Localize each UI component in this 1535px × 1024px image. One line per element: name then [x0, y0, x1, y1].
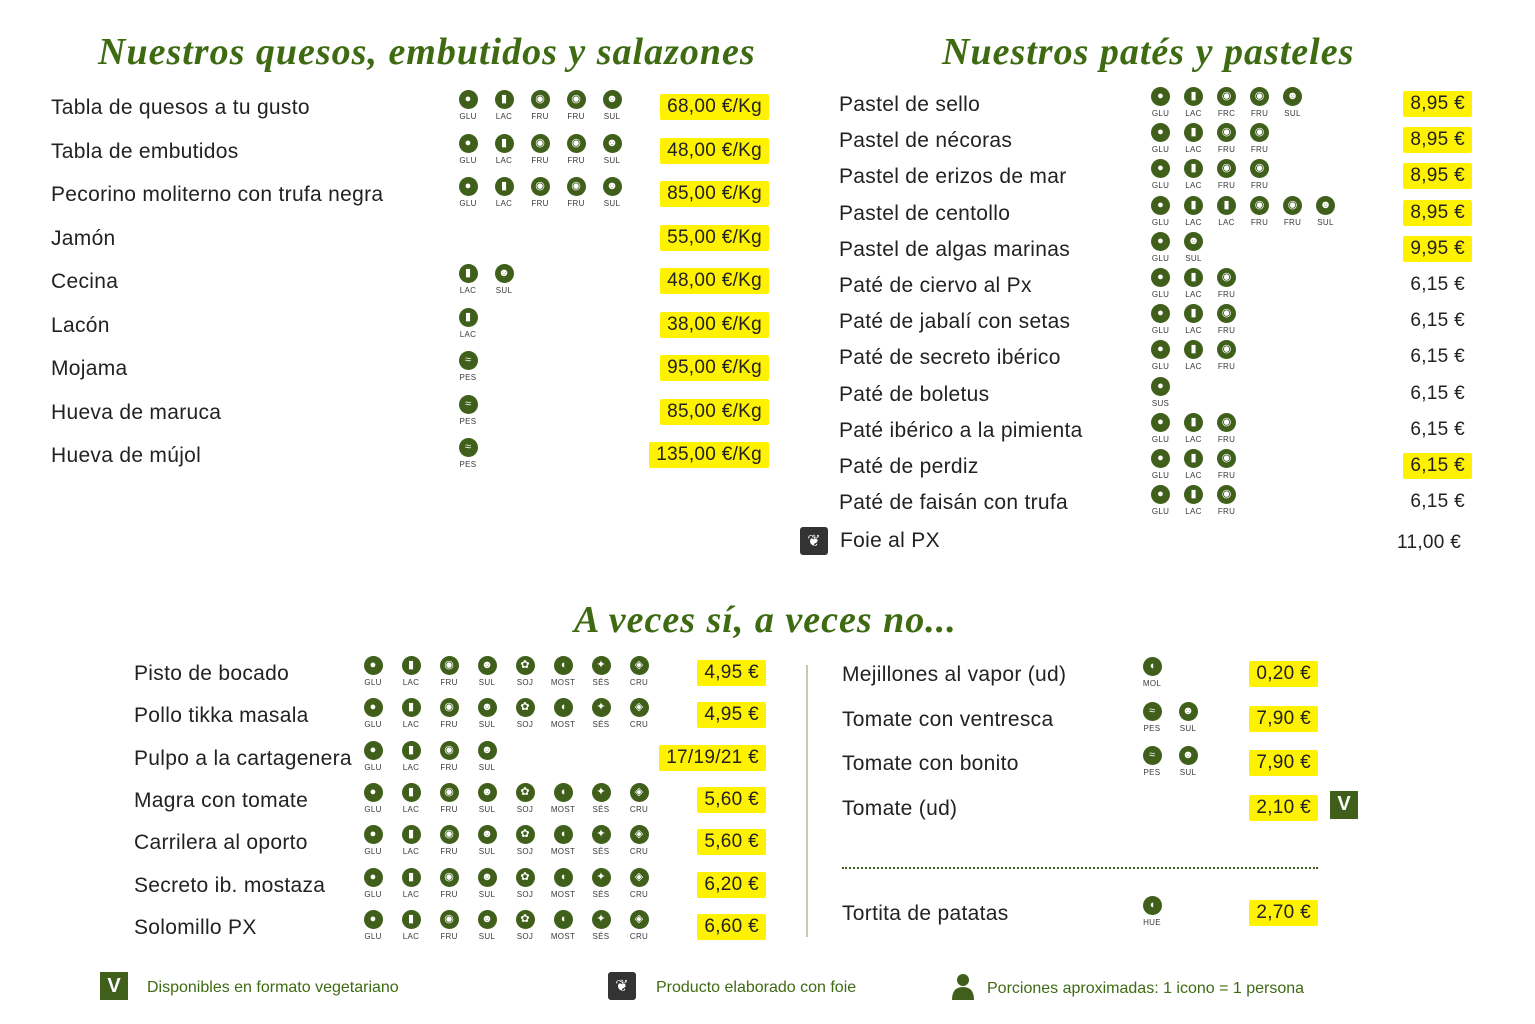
allergen-hue-icon: ◖ HUE: [1134, 896, 1170, 927]
allergen-sul-icon: ☻ SUL: [468, 783, 506, 814]
allergen-lac-icon: ▮ LAC: [1177, 87, 1210, 118]
quesos-allergens: [450, 134, 630, 165]
allergen-fru-icon: ◉ FRU: [430, 783, 468, 814]
allergen-glu-icon: ● GLU: [1144, 196, 1177, 227]
aveces-right-name: Mejillones al vapor (ud): [842, 663, 1067, 686]
foie-legend-icon: ❦: [608, 972, 636, 1000]
allergen-lac-icon: ▮ LAC: [1177, 340, 1210, 371]
allergen-sul-icon: ☻ SUL: [468, 741, 506, 772]
quesos-name: Tabla de embutidos: [51, 139, 239, 163]
aveces-right-row: [842, 793, 1351, 837]
aveces-left-price: 4,95 €: [697, 660, 766, 686]
allergen-soj-icon: ✿ SOJ: [506, 868, 544, 899]
allergen-fru-icon: ◉ FRU: [522, 177, 558, 208]
aveces-left-price: 17/19/21 €: [659, 745, 766, 771]
allergen-fru-icon: ◉ FRU: [1243, 123, 1276, 154]
pates-name: Paté de secreto ibérico: [839, 346, 1061, 370]
allergen-fru-icon: ◉ FRU: [430, 698, 468, 729]
quesos-name: Pecorino moliterno con trufa negra: [51, 183, 384, 206]
allergen-glu-icon: ● GLU: [1144, 159, 1177, 190]
aveces-left-allergens: [354, 741, 506, 772]
pates-name: Pastel de sello: [839, 93, 981, 116]
allergen-most-icon: ◖ MOST: [544, 698, 582, 729]
allergen-glu-icon: ● GLU: [450, 177, 486, 208]
pates-name: Pastel de nécoras: [839, 129, 1013, 153]
allergen-glu-icon: ● GLU: [1144, 87, 1177, 118]
allergen-fru-icon: ◉ FRU: [1210, 123, 1243, 154]
pates-allergens: [1144, 268, 1243, 299]
allergen-pes-icon: ≈ PES: [450, 351, 486, 382]
pates-name: Pastel de algas marinas: [839, 237, 1071, 261]
aveces-left-row: [134, 743, 766, 787]
allergen-most-icon: ◖ MOST: [544, 868, 582, 899]
allergen-sul-icon: ☻ SUL: [468, 868, 506, 899]
pates-price: 8,95 €: [1403, 163, 1472, 189]
allergen-lac-icon: ▮ LAC: [392, 783, 430, 814]
allergen-sul-icon: ☻ SUL: [468, 910, 506, 941]
allergen-fru-icon: ◉ FRU: [1276, 196, 1309, 227]
allergen-lac-icon: ▮ LAC: [1177, 485, 1210, 516]
aveces-left-price: 6,60 €: [697, 914, 766, 940]
quesos-name: Tabla de quesos a tu gusto: [51, 96, 310, 119]
quesos-name: Mojama: [51, 357, 128, 380]
aveces-right-price: 2,10 €: [1249, 795, 1318, 821]
allergen-lac-icon: ▮ LAC: [1210, 196, 1243, 227]
allergen-glu-icon: ● GLU: [1144, 304, 1177, 335]
allergen-glu-icon: ● GLU: [1144, 268, 1177, 299]
pates-price: 6,15 €: [1410, 382, 1465, 404]
quesos-allergens: [450, 264, 522, 295]
allergen-fru-icon: ◉ FRU: [1210, 304, 1243, 335]
title-pates: Nuestros patés y pasteles: [942, 31, 1355, 73]
allergen-glu-icon: ● GLU: [1144, 340, 1177, 371]
pates-name: Pastel de erizos de mar: [839, 165, 1067, 189]
pates-name: Pastel de centollo: [839, 201, 1011, 225]
aveces-right-name: Tomate con bonito: [842, 752, 1019, 775]
aveces-left-allergens: [354, 656, 658, 687]
quesos-row: [51, 310, 769, 354]
vegetarian-icon: V: [100, 972, 128, 1000]
aveces-right-price: 7,90 €: [1249, 750, 1318, 776]
allergen-frc-icon: ◉ FRC: [1210, 87, 1243, 118]
foie-icon: ❦: [800, 527, 828, 555]
allergen-sés-icon: ✦ SÉS: [582, 698, 620, 729]
allergen-pes-icon: ≈ PES: [1134, 702, 1170, 733]
allergen-glu-icon: ● GLU: [1144, 449, 1177, 480]
allergen-fru-icon: ◉ FRU: [558, 90, 594, 121]
allergen-lac-icon: ▮ LAC: [486, 134, 522, 165]
allergen-sul-icon: ☻ SUL: [468, 698, 506, 729]
allergen-soj-icon: ✿ SOJ: [506, 910, 544, 941]
allergen-cru-icon: ◈ CRU: [620, 910, 658, 941]
allergen-soj-icon: ✿ SOJ: [506, 825, 544, 856]
aveces-left-name: Magra con tomate: [134, 788, 309, 812]
allergen-fru-icon: ◉ FRU: [522, 134, 558, 165]
quesos-name: Hueva de mújol: [51, 444, 202, 467]
pates-name: Paté de jabalí con setas: [839, 310, 1071, 334]
allergen-most-icon: ◖ MOST: [544, 656, 582, 687]
pates-price: 6,15 €: [1410, 418, 1465, 440]
allergen-sus-icon: ● SUS: [1144, 377, 1177, 408]
quesos-allergens: [450, 438, 486, 469]
pates-name: Paté de ciervo al Px: [839, 274, 1032, 297]
allergen-fru-icon: ◉ FRU: [1243, 87, 1276, 118]
allergen-lac-icon: ▮ LAC: [486, 90, 522, 121]
pates-allergens: [1144, 449, 1243, 480]
allergen-lac-icon: ▮ LAC: [450, 308, 486, 339]
allergen-cru-icon: ◈ CRU: [620, 698, 658, 729]
allergen-fru-icon: ◉ FRU: [558, 177, 594, 208]
allergen-sul-icon: ☻ SUL: [594, 134, 630, 165]
allergen-fru-icon: ◉ FRU: [430, 656, 468, 687]
allergen-pes-icon: ≈ PES: [450, 438, 486, 469]
pates-name: Paté de boletus: [839, 382, 990, 406]
aveces-right-allergens: [1134, 896, 1170, 927]
allergen-sés-icon: ✦ SÉS: [582, 825, 620, 856]
allergen-sés-icon: ✦ SÉS: [582, 868, 620, 899]
quesos-name: Hueva de maruca: [51, 400, 222, 424]
allergen-soj-icon: ✿ SOJ: [506, 656, 544, 687]
allergen-lac-icon: ▮ LAC: [1177, 123, 1210, 154]
allergen-fru-icon: ◉ FRU: [558, 134, 594, 165]
allergen-fru-icon: ◉ FRU: [430, 741, 468, 772]
allergen-lac-icon: ▮ LAC: [450, 264, 486, 295]
title-aveces: A veces sí, a veces no...: [574, 599, 957, 641]
allergen-fru-icon: ◉ FRU: [430, 910, 468, 941]
aveces-right-price: 7,90 €: [1249, 706, 1318, 732]
legend-foie: Producto elaborado con foie: [656, 979, 857, 996]
allergen-fru-icon: ◉ FRU: [1210, 449, 1243, 480]
pates-price: 8,95 €: [1403, 200, 1472, 226]
pates-price: 6,15 €: [1410, 491, 1465, 513]
pates-allergens: [1144, 485, 1243, 516]
allergen-fru-icon: ◉ FRU: [1210, 485, 1243, 516]
quesos-price: 85,00 €/Kg: [660, 181, 769, 207]
allergen-glu-icon: ● GLU: [450, 134, 486, 165]
aveces-right-name: Tortita de patatas: [842, 902, 1009, 925]
allergen-fru-icon: ◉ FRU: [1243, 196, 1276, 227]
allergen-sul-icon: ☻ SUL: [1170, 746, 1206, 777]
quesos-row: [51, 93, 769, 136]
aveces-left-row: [134, 701, 766, 744]
aveces-left-name: Secreto ib. mostaza: [134, 873, 326, 897]
pates-price: 6,15 €: [1410, 346, 1465, 368]
pates-allergens: [1144, 196, 1342, 227]
dotted-separator: [842, 867, 1318, 869]
allergen-mol-icon: ◖ MOL: [1134, 657, 1170, 688]
aveces-left-name: Carrilera al oporto: [134, 831, 308, 855]
quesos-price: 55,00 €/Kg: [660, 225, 769, 251]
pates-price: 6,15 €: [1403, 453, 1472, 479]
allergen-fru-icon: ◉ FRU: [1210, 413, 1243, 444]
allergen-sul-icon: ☻ SUL: [594, 90, 630, 121]
aveces-left-name: Pollo tikka masala: [134, 704, 309, 728]
allergen-glu-icon: ● GLU: [354, 741, 392, 772]
foie-name: Foie al PX: [840, 529, 940, 552]
quesos-price: 38,00 €/Kg: [660, 312, 769, 338]
pates-name: Paté ibérico a la pimienta: [839, 418, 1083, 442]
allergen-sul-icon: ☻ SUL: [486, 264, 522, 295]
aveces-left-price: 6,20 €: [697, 872, 766, 898]
quesos-name: Lacón: [51, 313, 110, 337]
aveces-right-allergens: [1134, 702, 1206, 733]
aveces-left-row: [134, 659, 766, 702]
title-quesos: Nuestros quesos, embutidos y salazones: [98, 31, 756, 73]
aveces-left-row: [134, 870, 766, 914]
allergen-lac-icon: ▮ LAC: [392, 698, 430, 729]
pates-allergens: [1144, 413, 1243, 444]
aveces-right-name: Tomate (ud): [842, 796, 958, 820]
pates-allergens: [1144, 377, 1177, 408]
allergen-lac-icon: ▮ LAC: [392, 910, 430, 941]
allergen-lac-icon: ▮ LAC: [1177, 196, 1210, 227]
aveces-left-allergens: [354, 698, 658, 729]
allergen-glu-icon: ● GLU: [354, 698, 392, 729]
allergen-lac-icon: ▮ LAC: [1177, 449, 1210, 480]
allergen-most-icon: ◖ MOST: [544, 910, 582, 941]
allergen-cru-icon: ◈ CRU: [620, 656, 658, 687]
allergen-fru-icon: ◉ FRU: [1210, 268, 1243, 299]
allergen-glu-icon: ● GLU: [1144, 232, 1177, 263]
allergen-sul-icon: ☻ SUL: [1177, 232, 1210, 263]
allergen-lac-icon: ▮ LAC: [1177, 304, 1210, 335]
allergen-lac-icon: ▮ LAC: [1177, 413, 1210, 444]
quesos-price: 85,00 €/Kg: [660, 399, 769, 425]
aveces-left-price: 5,60 €: [697, 787, 766, 813]
pates-allergens: [1144, 232, 1210, 263]
allergen-soj-icon: ✿ SOJ: [506, 783, 544, 814]
allergen-glu-icon: ● GLU: [354, 783, 392, 814]
quesos-allergens: [450, 351, 486, 382]
pates-price: 6,15 €: [1410, 274, 1465, 295]
allergen-pes-icon: ≈ PES: [450, 395, 486, 426]
aveces-left-price: 5,60 €: [697, 829, 766, 855]
foie-price: 11,00 €: [1397, 532, 1462, 553]
allergen-lac-icon: ▮ LAC: [486, 177, 522, 208]
allergen-most-icon: ◖ MOST: [544, 783, 582, 814]
allergen-fru-icon: ◉ FRU: [1243, 159, 1276, 190]
allergen-sul-icon: ☻ SUL: [594, 177, 630, 208]
allergen-most-icon: ◖ MOST: [544, 825, 582, 856]
pates-price: 6,15 €: [1410, 310, 1465, 332]
quesos-row: [51, 267, 769, 310]
pates-name: Paté de faisán con trufa: [839, 491, 1069, 515]
person-icon: [952, 974, 974, 1000]
aveces-left-allergens: [354, 825, 658, 856]
column-divider: [806, 665, 808, 937]
quesos-row: [51, 180, 769, 223]
quesos-allergens: [450, 308, 486, 339]
allergen-sés-icon: ✦ SÉS: [582, 910, 620, 941]
aveces-right-row: [842, 704, 1318, 748]
aveces-right-name: Tomate con ventresca: [842, 707, 1054, 731]
quesos-allergens: [450, 395, 486, 426]
allergen-cru-icon: ◈ CRU: [620, 868, 658, 899]
allergen-lac-icon: ▮ LAC: [392, 825, 430, 856]
allergen-fru-icon: ◉ FRU: [430, 868, 468, 899]
aveces-right-row: [842, 749, 1318, 792]
allergen-fru-icon: ◉ FRU: [1210, 159, 1243, 190]
legend-portions: Porciones aproximadas: 1 icono = 1 persona: [987, 980, 1305, 997]
pates-price: 9,95 €: [1403, 236, 1472, 262]
aveces-right-price: 0,20 €: [1249, 661, 1318, 687]
quesos-price: 68,00 €/Kg: [660, 94, 769, 120]
allergen-fru-icon: ◉ FRU: [1210, 340, 1243, 371]
allergen-sul-icon: ☻ SUL: [1170, 702, 1206, 733]
allergen-sés-icon: ✦ SÉS: [582, 783, 620, 814]
vegetarian-icon: V: [1330, 791, 1358, 819]
allergen-sul-icon: ☻ SUL: [468, 825, 506, 856]
quesos-name: Cecina: [51, 270, 119, 293]
allergen-lac-icon: ▮ LAC: [392, 656, 430, 687]
quesos-row: [51, 441, 769, 484]
allergen-glu-icon: ● GLU: [354, 656, 392, 687]
allergen-lac-icon: ▮ LAC: [392, 868, 430, 899]
aveces-right-allergens: [1134, 657, 1170, 688]
pates-name: Paté de perdiz: [839, 455, 979, 478]
allergen-glu-icon: ● GLU: [1144, 485, 1177, 516]
aveces-left-name: Pisto de bocado: [134, 662, 290, 685]
pates-allergens: [1144, 159, 1276, 190]
allergen-glu-icon: ● GLU: [354, 825, 392, 856]
quesos-price: 48,00 €/Kg: [660, 138, 769, 164]
quesos-price: 95,00 €/Kg: [660, 355, 769, 381]
allergen-pes-icon: ≈ PES: [1134, 746, 1170, 777]
aveces-right-allergens: [1134, 746, 1206, 777]
allergen-cru-icon: ◈ CRU: [620, 825, 658, 856]
aveces-left-row: [134, 912, 766, 956]
quesos-price: 48,00 €/Kg: [660, 268, 769, 294]
pates-allergens: [1144, 87, 1309, 118]
allergen-soj-icon: ✿ SOJ: [506, 698, 544, 729]
pates-row: [839, 488, 1472, 531]
pates-allergens: [1144, 123, 1276, 154]
quesos-row: [51, 397, 769, 441]
aveces-left-name: Pulpo a la cartagenera: [134, 746, 352, 770]
quesos-allergens: [450, 90, 630, 121]
aveces-right-row: [842, 899, 1318, 942]
aveces-right-row: [842, 660, 1318, 703]
allergen-glu-icon: ● GLU: [450, 90, 486, 121]
allergen-lac-icon: ▮ LAC: [392, 741, 430, 772]
aveces-left-allergens: [354, 868, 658, 899]
allergen-lac-icon: ▮ LAC: [1177, 159, 1210, 190]
pates-price: 8,95 €: [1403, 91, 1472, 117]
allergen-sul-icon: ☻ SUL: [468, 656, 506, 687]
quesos-row: [51, 354, 769, 397]
allergen-cru-icon: ◈ CRU: [620, 783, 658, 814]
legend-vegetarian: Disponibles en formato vegetariano: [147, 979, 399, 996]
pates-allergens: [1144, 340, 1243, 371]
aveces-left-price: 4,95 €: [697, 702, 766, 728]
allergen-glu-icon: ● GLU: [1144, 413, 1177, 444]
aveces-left-allergens: [354, 910, 658, 941]
aveces-right-price: 2,70 €: [1249, 900, 1318, 926]
quesos-allergens: [450, 177, 630, 208]
allergen-glu-icon: ● GLU: [1144, 123, 1177, 154]
allergen-sul-icon: ☻ SUL: [1276, 87, 1309, 118]
allergen-lac-icon: ▮ LAC: [1177, 268, 1210, 299]
allergen-glu-icon: ● GLU: [354, 910, 392, 941]
quesos-row: [51, 227, 769, 267]
pates-price: 8,95 €: [1403, 127, 1472, 153]
aveces-left-row: [134, 785, 766, 829]
allergen-sul-icon: ☻ SUL: [1309, 196, 1342, 227]
allergen-fru-icon: ◉ FRU: [522, 90, 558, 121]
quesos-row: [51, 136, 769, 180]
aveces-left-allergens: [354, 783, 658, 814]
quesos-name: Jamón: [51, 226, 116, 250]
quesos-price: 135,00 €/Kg: [649, 442, 769, 468]
allergen-glu-icon: ● GLU: [354, 868, 392, 899]
aveces-left-name: Solomillo PX: [134, 915, 257, 939]
allergen-fru-icon: ◉ FRU: [430, 825, 468, 856]
pates-allergens: [1144, 304, 1243, 335]
aveces-left-row: [134, 828, 766, 871]
allergen-sés-icon: ✦ SÉS: [582, 656, 620, 687]
